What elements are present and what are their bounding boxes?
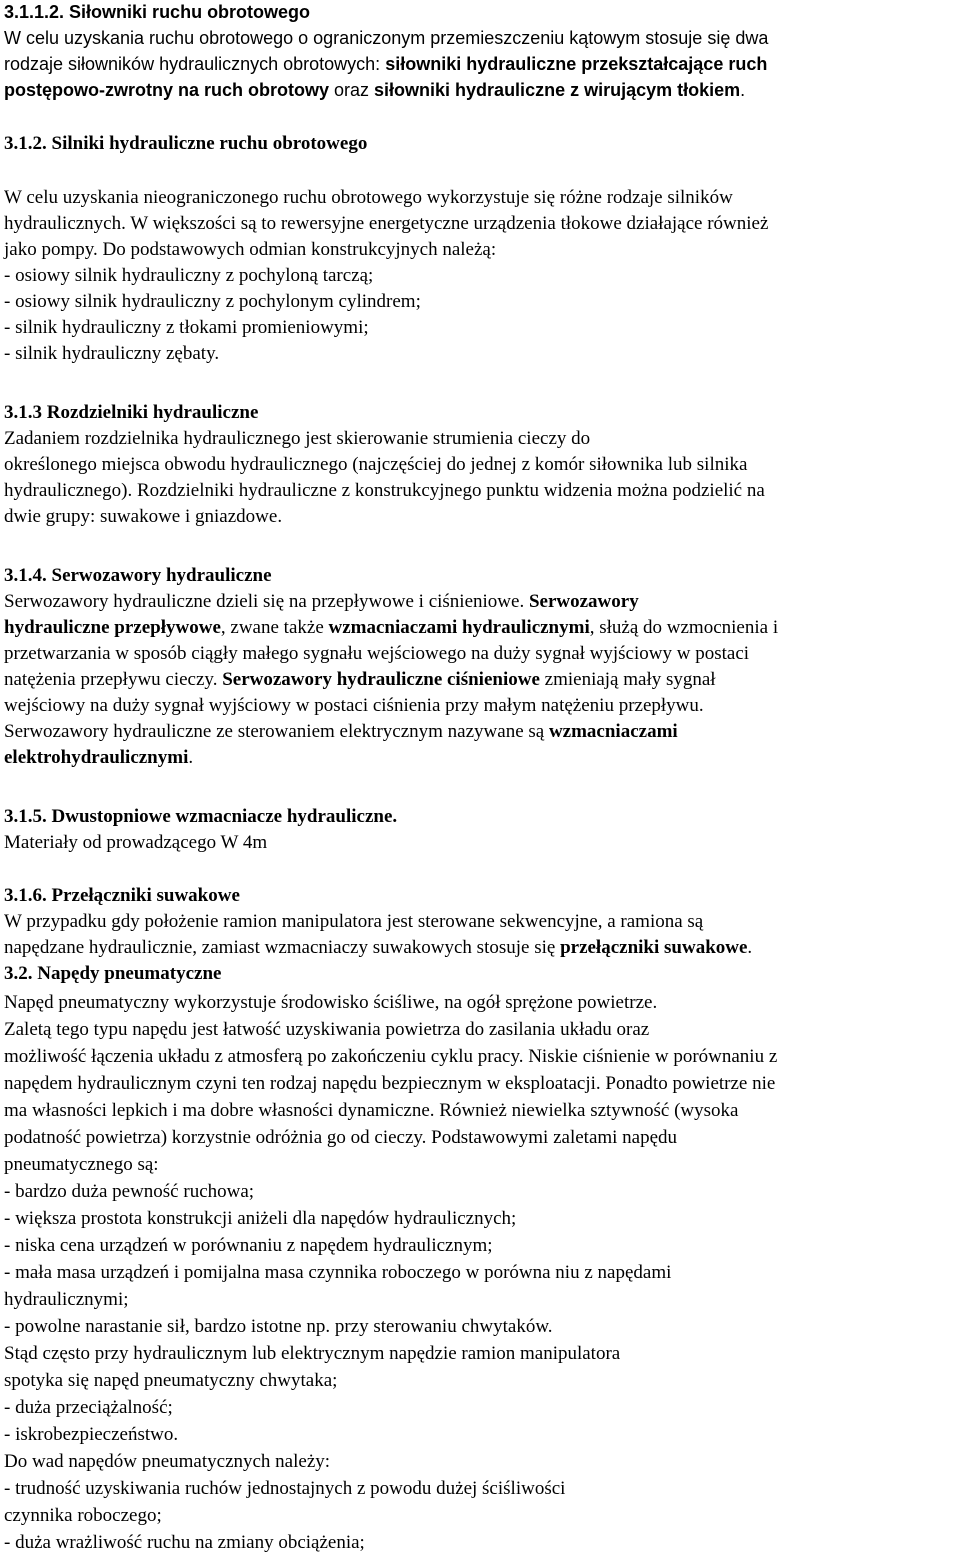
bold-term: Serwozawory hydrauliczne ciśnieniowe [222,669,540,690]
paragraph-line [4,720,678,744]
heading-3-2: 3.2. Napędy pneumatyczne [4,963,222,984]
list-item: - silnik hydrauliczny zębaty. [4,343,220,364]
paragraph-line: Zadaniem rozdzielnika hydraulicznego jest skierowanie strumienia cieczy do [4,428,591,449]
list-item: - silnik hydrauliczny z tłokami promieniowymi; [4,317,369,338]
text-span: . [188,747,194,768]
list-item: czynnika roboczego; [4,1505,162,1526]
text-span: zmieniają mały sygnał [539,669,716,690]
list-item: - duża wrażliwość ruchu na zmiany obciążenia; [4,1532,365,1553]
list-item: - iskrobezpieczeństwo. [4,1424,179,1445]
paragraph-line: przetwarzania w sposób ciągły małego sygnału wejściowego na duży sygnał wyjściowy w postaci [4,643,750,664]
list-item: - mała masa urządzeń i pomijalna masa czynnika roboczego w porówna niu z napędami [4,1262,672,1283]
list-item: - osiowy silnik hydrauliczny z pochyloną tarczą; [4,265,374,286]
paragraph-line: Stąd często przy hydraulicznym lub elektrycznym napędzie ramion manipulatora [4,1343,621,1364]
heading-3-1-6: 3.1.6. Przełączniki suwakowe [4,885,240,906]
list-item: - większa prostota konstrukcji aniżeli dla napędów hydraulicznych; [4,1208,517,1229]
paragraph-line: podatność powietrza) korzystnie odróżnia go od cieczy. Podstawowymi zaletami napędu [4,1127,678,1148]
bold-term: wzmacniaczami hydraulicznymi [328,617,590,638]
list-item: - bardzo duża pewność ruchowa; [4,1181,255,1202]
bold-term: hydrauliczne przepływowe [4,617,221,638]
paragraph-line: spotyka się napęd pneumatyczny chwytaka; [4,1370,338,1391]
paragraph-line [4,746,193,770]
paragraph-line: Napęd pneumatyczny wykorzystuje środowisko ściśliwe, na ogół sprężone powietrze. [4,992,658,1013]
paragraph-line [4,616,778,640]
text-span: napędzane hydraulicznie, zamiast wzmacniaczy suwakowych stosuje się [4,937,561,958]
paragraph-line [4,78,745,102]
paragraph-line: hydraulicznych. W większości są to rewersyjne energetyczne urządzenia tłokowe działające również [4,213,769,234]
list-item: hydraulicznymi; [4,1289,129,1310]
bold-term: przełączniki suwakowe [560,937,748,958]
text-span: . [747,937,753,958]
text-span: rodzaje siłowników hydraulicznych obrotowych: [4,54,386,74]
paragraph-line: napędem hydraulicznym czyni ten rodzaj napędu bezpiecznym w eksploatacji. Ponadto powietrze nie [4,1073,776,1094]
paragraph-line: wejściowy na duży sygnał wyjściowy w postaci ciśnienia przy małym natężeniu przepływu. [4,695,704,716]
heading-3-1-2: 3.1.2. Silniki hydrauliczne ruchu obrotowego [4,133,368,154]
paragraph-line: dwie grupy: suwakowe i gniazdowe. [4,506,283,527]
list-item: - duża przeciążalność; [4,1397,173,1418]
text-span: , zwane także [220,617,329,638]
paragraph-line: Zaletą tego typu napędu jest łatwość uzyskiwania powietrza do zasilania układu oraz [4,1019,650,1040]
bold-term: siłowniki hydrauliczne z wirującym tłokiem [374,80,741,100]
paragraph-line: możliwość łączenia układu z atmosferą po zakończeniu cyklu pracy. Niskie ciśnienie w porównaniu z [4,1046,778,1067]
list-item: - powolne narastanie sił, bardzo istotne np. przy sterowaniu chwytaków. [4,1316,553,1337]
bold-term: Serwozawory [528,591,639,612]
text-span: , służą do wzmocnienia i [589,617,779,638]
paragraph-line: określonego miejsca obwodu hydraulicznego (najczęściej do jednej z komór siłownika lub silnika [4,454,748,475]
heading-3-1-5: 3.1.5. Dwustopniowe wzmacniacze hydrauliczne. [4,806,398,827]
paragraph-line [4,936,752,960]
text-span: natężenia przepływu cieczy. [4,669,223,690]
list-item: - niska cena urządzeń w porównaniu z napędem hydraulicznym; [4,1235,493,1256]
paragraph-line [4,52,767,76]
paragraph-line [4,590,639,614]
bold-term: wzmacniaczami [548,721,678,742]
paragraph-line: Materiały od prowadzącego W 4m [4,832,268,853]
heading-3-1-4: 3.1.4. Serwozawory hydrauliczne [4,565,272,586]
text-span: . [740,80,746,100]
paragraph-line: W celu uzyskania ruchu obrotowego o ograniczonym przemieszczeniu kątowym stosuje się dwa [4,28,769,48]
heading-3-1-3: 3.1.3 Rozdzielniki hydrauliczne [4,402,259,423]
paragraph-line: Do wad napędów pneumatycznych należy: [4,1451,331,1472]
heading-3-1-1-2: 3.1.1.2. Siłowniki ruchu obrotowego [4,2,311,22]
paragraph-line [4,668,716,692]
text-span: oraz [329,80,375,100]
bold-term: siłowniki hydrauliczne przekształcające ruch [385,54,768,74]
paragraph-line: hydraulicznego). Rozdzielniki hydrauliczne z konstrukcyjnego punktu widzenia można podzielić na [4,480,765,501]
list-item: - trudność uzyskiwania ruchów jednostajnych z powodu dużej ściśliwości [4,1478,566,1499]
text-span: Serwozawory hydrauliczne ze sterowaniem elektrycznym nazywane są [4,721,549,742]
bold-term: elektrohydraulicznymi [4,747,189,768]
paragraph-line: W celu uzyskania nieograniczonego ruchu obrotowego wykorzystuje się różne rodzaje silników [4,187,733,208]
bold-term: postępowo-zwrotny na ruch obrotowy [4,80,329,100]
paragraph-line: W przypadku gdy położenie ramion manipulatora jest sterowane sekwencyjne, a ramiona są [4,911,704,932]
paragraph-line: jako pompy. Do podstawowych odmian konstrukcyjnych należą: [4,239,497,260]
text-span: Serwozawory hydrauliczne dzieli się na przepływowe i ciśnieniowe. [4,591,529,612]
paragraph-line: ma własności lepkich i ma dobre własności dynamiczne. Również niewielka sztywność (wysoka [4,1100,739,1121]
paragraph-line: pneumatycznego są: [4,1154,159,1175]
list-item: - osiowy silnik hydrauliczny z pochylonym cylindrem; [4,291,421,312]
